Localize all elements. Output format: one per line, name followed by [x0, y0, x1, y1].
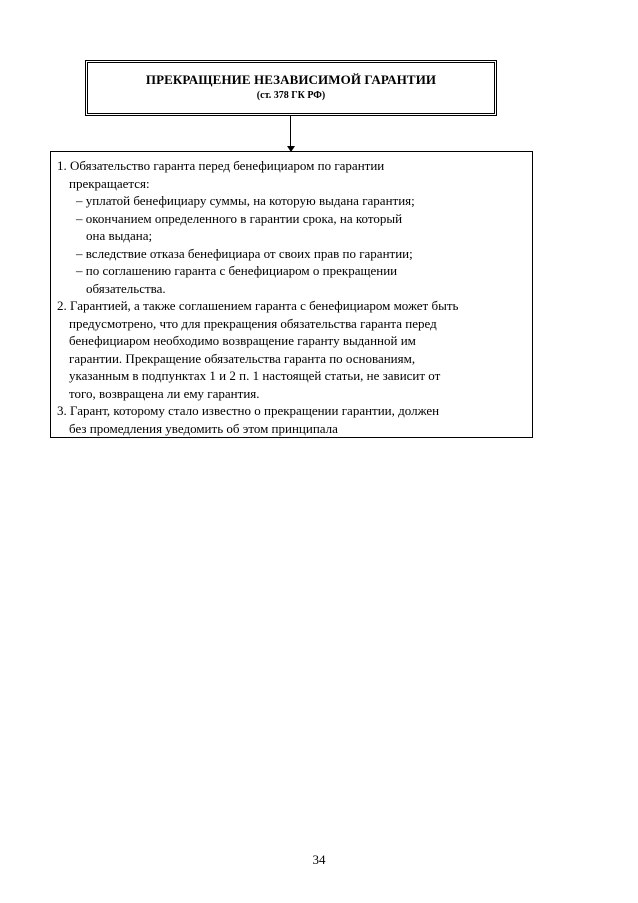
list-item: – уплатой бенефициару суммы, на которую выдана гарантия; [76, 193, 415, 208]
page-number: 34 [312, 852, 326, 867]
text-line: 3. Гарант, которому стало известно о прекращении гарантии, должен [57, 403, 440, 418]
connector-line [290, 116, 291, 150]
text-line: обязательства. [86, 280, 166, 296]
text-line: того, возвращена ли ему гарантия. [69, 385, 260, 401]
article-reference: (ст. 378 ГК РФ) [256, 90, 326, 101]
list-item: – вследствие отказа бенефициара от своих прав по гарантии; [76, 245, 413, 261]
title-box [85, 60, 497, 116]
content-box [50, 151, 533, 438]
text-line: 2. Гарантией, а также соглашением гаранта с бенефициаром может быть [57, 298, 459, 313]
text-line: 1. Обязательство гаранта перед бенефициаром по гарантии [57, 158, 385, 173]
page-title: ПРЕКРАЩЕНИЕ НЕЗАВИСИМОЙ ГАРАНТИИ [145, 72, 437, 87]
text-line: она выдана; [86, 228, 153, 243]
text-line: указанным в подпунктах 1 и 2 п. 1 настоящей статьи, не зависит от [69, 368, 441, 383]
list-item: – окончанием определенного в гарантии срока, на который [76, 210, 403, 226]
text-line: без промедления уведомить об этом принципала [69, 420, 338, 436]
text-line: предусмотрено, что для прекращения обязательства гаранта перед [69, 315, 437, 331]
text-line: гарантии. Прекращение обязательства гаранта по основаниям, [69, 350, 416, 366]
list-item: – по соглашению гаранта с бенефициаром о прекращении [76, 263, 398, 278]
text-line: прекращается: [69, 175, 150, 191]
text-line: бенефициаром необходимо возвращение гаранту выданной им [69, 333, 416, 348]
